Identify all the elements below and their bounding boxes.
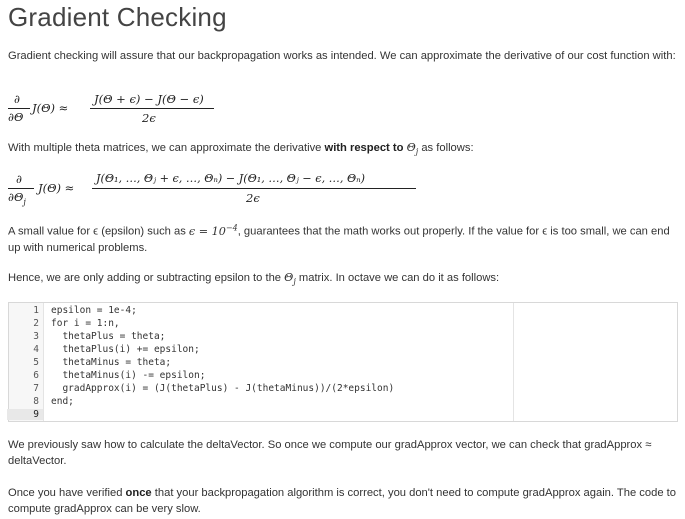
once-paragraph xyxy=(8,485,676,517)
code-line[interactable]: thetaMinus = theta; xyxy=(51,357,172,368)
code-line[interactable]: thetaPlus(i) += epsilon; xyxy=(51,344,200,355)
p2-after: as follows: xyxy=(418,142,474,154)
p4-text-end: matrix. In octave we can do it as follows: xyxy=(295,272,500,284)
p6-text-end: that your backpropagation algorithm is correct, you don't need to compute gradApprox again. The code to compute gradApprox can be very slow. xyxy=(8,487,677,515)
code-line[interactable]: end; xyxy=(51,396,74,407)
line-number: 4 xyxy=(33,344,39,355)
p4-theta: $\Theta_j$ xyxy=(284,271,296,287)
octave-paragraph xyxy=(8,270,676,290)
p2-theta: $\Theta_j$ xyxy=(406,141,419,157)
code-line[interactable]: epsilon = 1e-4; xyxy=(51,305,137,316)
eq2-fraction-line xyxy=(92,188,416,189)
p6-text: Once you have verified xyxy=(8,487,126,499)
p2-text: With multiple theta matrices, we can approximate the derivative xyxy=(8,142,325,154)
line-number: 7 xyxy=(33,383,39,394)
editor-divider xyxy=(513,303,514,421)
p3-text: A small value for ϵ (epsilon) such as xyxy=(8,225,189,238)
eq2-lhs-fraction-line xyxy=(8,188,34,189)
p6-bold: once xyxy=(125,487,152,499)
eq1-lhs: J(Θ) ≈ xyxy=(32,101,69,115)
intro-paragraph: Gradient checking will assure that our backpropagation works as intended. We can approximate the derivative of our cost function with: xyxy=(8,50,676,62)
equation-single-theta xyxy=(8,92,258,132)
eq1-lhs-fraction-line xyxy=(8,108,30,109)
page-title: Gradient Checking xyxy=(8,2,227,32)
line-number: 3 xyxy=(33,331,39,342)
line-number-gutter xyxy=(9,303,44,421)
eq2-partial: ∂ xyxy=(16,172,22,186)
p3-epsilon-math: $\epsilon = 10^{-4}$ xyxy=(188,223,238,238)
code-line[interactable]: thetaPlus = theta; xyxy=(51,331,166,342)
epsilon-paragraph xyxy=(8,220,676,256)
eq2-numerator: J(Θ₁, …, Θⱼ + ϵ, …, Θₙ) − J(Θ₁, …, Θⱼ − ϵ, …, Θₙ) xyxy=(96,172,366,185)
p2-bold: with respect to xyxy=(324,142,404,154)
eq2-denominator: 2ϵ xyxy=(246,191,260,205)
eq1-numerator: J(Θ + ϵ) − J(Θ − ϵ) xyxy=(94,92,204,106)
eq1-denominator: 2ϵ xyxy=(142,111,156,125)
eq1-partial-theta: ∂Θ xyxy=(8,110,24,124)
eq2-lhs: J(Θ) ≈ xyxy=(38,181,75,195)
delta-vector-paragraph: We previously saw how to calculate the deltaVector. So once we compute our gradApprox vector, we can check that gradApprox ≈ deltaVector. xyxy=(8,439,652,467)
line-number: 2 xyxy=(33,318,39,329)
eq1-partial: ∂ xyxy=(14,92,20,106)
p3-text-end: , guarantees that the math works out properly. If the value for ϵ is too small, we can end up with numerical problems. xyxy=(8,225,670,254)
line-number: 8 xyxy=(33,396,39,407)
code-editor[interactable] xyxy=(8,302,678,422)
eq2-partial-theta: $\partial\Theta_j$ xyxy=(8,190,26,207)
multiple-theta-paragraph xyxy=(8,140,676,160)
code-line[interactable]: for i = 1:n, xyxy=(51,318,120,329)
eq1-fraction-line xyxy=(90,108,214,109)
p4-text: Hence, we are only adding or subtracting epsilon to the xyxy=(8,272,285,284)
line-number: 5 xyxy=(33,357,39,368)
line-number-active: 9 xyxy=(7,409,43,420)
line-number: 1 xyxy=(33,305,39,316)
code-line[interactable]: gradApprox(i) = (J(thetaPlus) - J(thetaMinus))/(2*epsilon) xyxy=(51,383,395,394)
equation-multiple-theta xyxy=(8,170,428,212)
line-number: 6 xyxy=(33,370,39,381)
code-line[interactable]: thetaMinus(i) -= epsilon; xyxy=(51,370,206,381)
